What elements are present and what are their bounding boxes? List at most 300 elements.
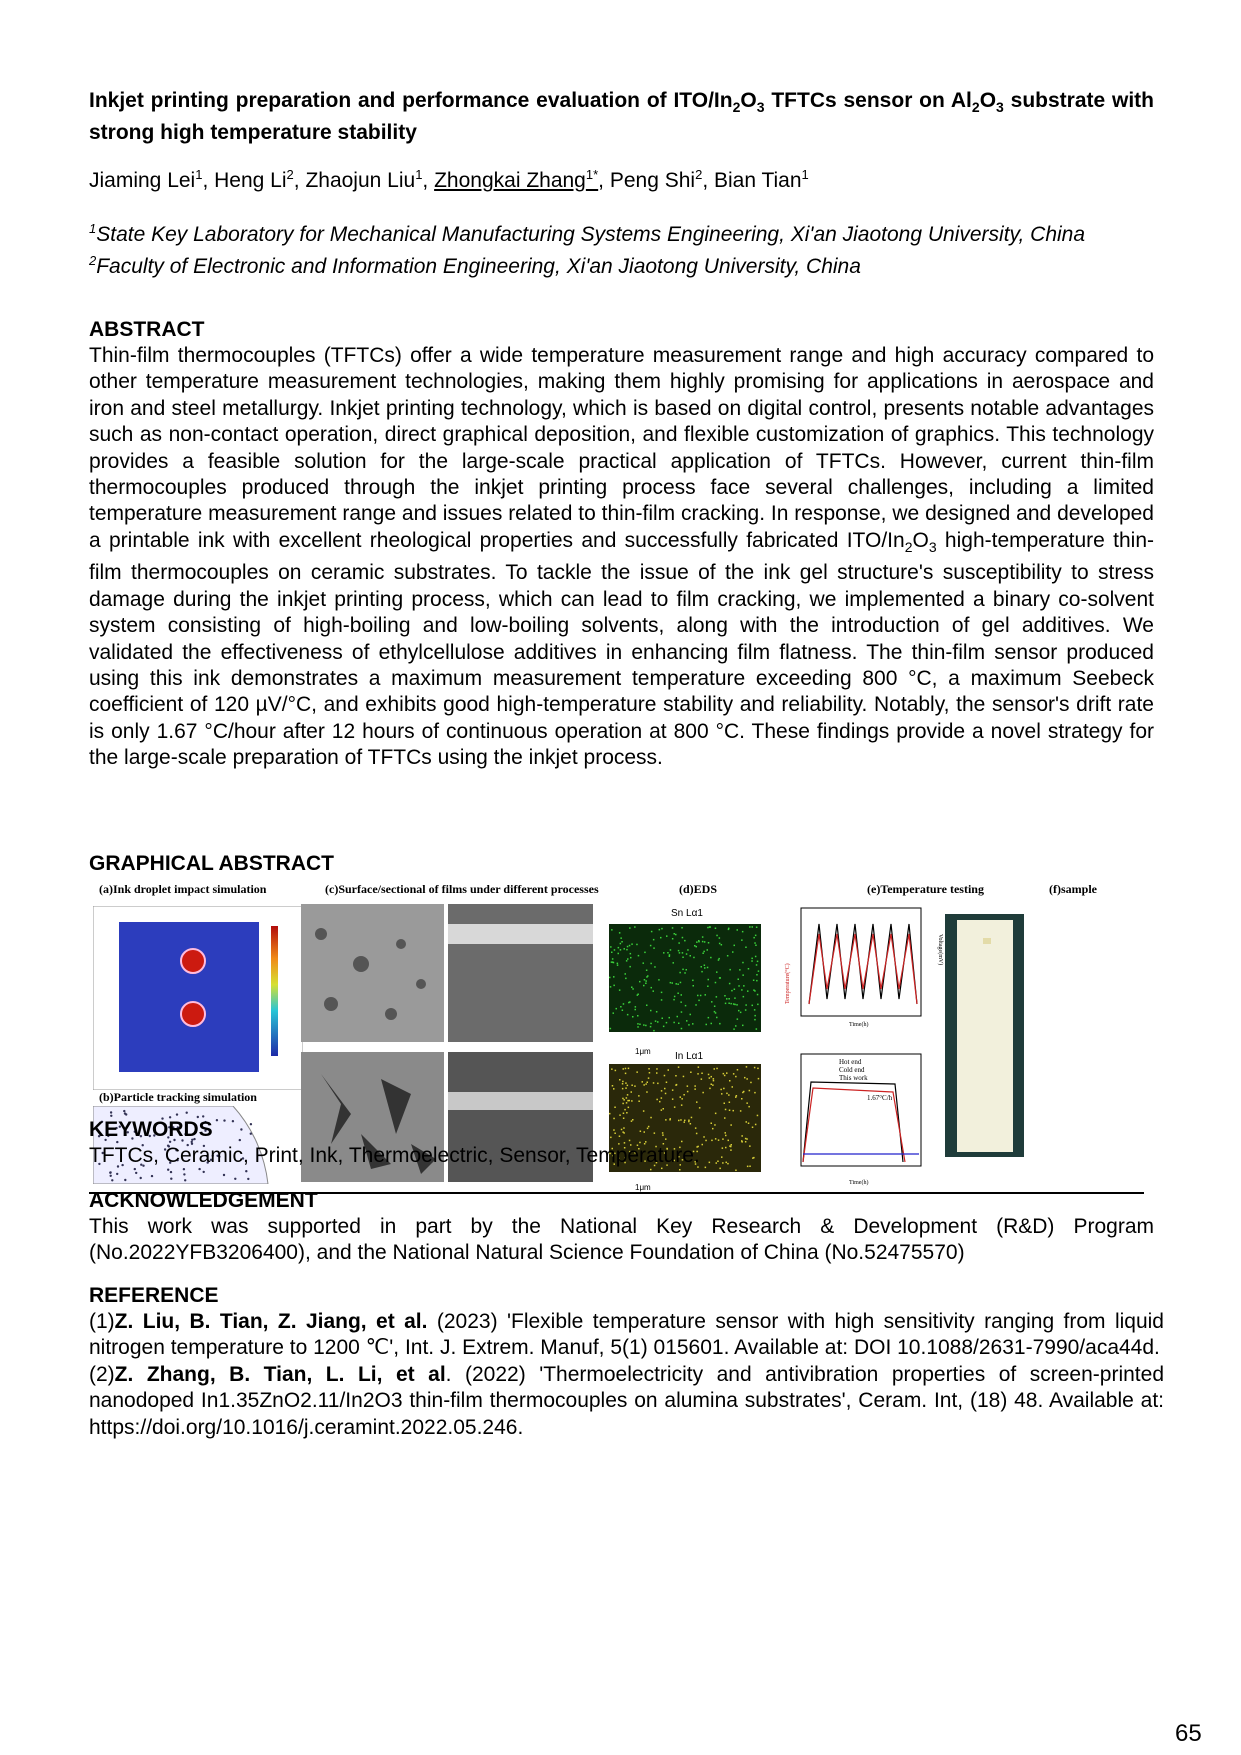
sem-surface-1: [301, 904, 444, 1042]
eds-sn-speckle: [614, 949, 616, 951]
eds-in-speckle: [735, 1170, 737, 1172]
eds-sn-speckle: [661, 999, 663, 1001]
eds-sn-speckle: [756, 927, 758, 929]
eds-in-speckle: [737, 1069, 739, 1071]
eds-sn-speckle: [672, 927, 674, 929]
particle-dot: [123, 1110, 125, 1112]
eds-sn-speckle: [629, 945, 631, 947]
eds-sn-speckle: [612, 958, 614, 960]
eds-sn-speckle: [635, 1006, 637, 1008]
eds-in-speckle: [690, 1072, 692, 1074]
eds-sn-speckle: [656, 1011, 658, 1013]
eds-sn-speckle: [718, 958, 720, 960]
eds-sn-speckle: [704, 967, 706, 969]
eds-sn-speckle: [662, 1018, 664, 1020]
eds-sn-speckle: [733, 1003, 735, 1005]
eds-in-speckle: [647, 1082, 649, 1084]
eds-sn-speckle: [660, 937, 662, 939]
eds-in-speckle: [661, 1109, 663, 1111]
eds-in-speckle: [643, 1084, 645, 1086]
eds-sn-speckle: [627, 1014, 629, 1016]
eds-sn-speckle: [728, 998, 730, 1000]
eds-sn-speckle: [708, 942, 710, 944]
eds-in-speckle: [674, 1106, 676, 1108]
eds-sn-speckle: [619, 989, 621, 991]
eds-in-speckle: [741, 1098, 743, 1100]
eds-in-speckle: [653, 1082, 655, 1084]
eds-sn-speckle: [630, 953, 632, 955]
eds-sn-speckle: [653, 1030, 655, 1032]
eds-sn-speckle: [620, 949, 622, 951]
eds-sn-speckle: [616, 1008, 618, 1010]
eds-in-speckle: [627, 1094, 629, 1096]
eds-in-speckle: [649, 1072, 651, 1074]
eds-in-speckle: [683, 1094, 685, 1096]
eds-sn-speckle: [690, 1014, 692, 1016]
eds-in-speckle: [720, 1089, 722, 1091]
eds-in-speckle: [721, 1093, 723, 1095]
y-axis-label-temp: Temperature(°C): [785, 963, 791, 1004]
eds-in-speckle: [622, 1081, 624, 1083]
eds-sn-speckle: [739, 969, 741, 971]
panel-b-label: (b)Particle tracking simulation: [99, 1090, 257, 1104]
eds-sn-speckle: [677, 1016, 679, 1018]
eds-sn-speckle: [755, 945, 757, 947]
particle-dot: [186, 1112, 188, 1114]
eds-sn-speckle: [610, 1028, 612, 1030]
eds-sn-speckle: [686, 969, 688, 971]
eds-sn-speckle: [729, 983, 731, 985]
scale-bar-2: 1μm: [635, 1183, 651, 1192]
eds-in-speckle: [619, 1114, 621, 1116]
eds-sn-speckle: [627, 958, 629, 960]
eds-sn-speckle: [653, 947, 655, 949]
eds-in-speckle: [732, 1086, 734, 1088]
eds-sn-speckle: [653, 939, 655, 941]
eds-sn-speckle: [658, 979, 660, 981]
eds-sn-speckle: [693, 985, 695, 987]
eds-sn-speckle: [669, 954, 671, 956]
eds-sn-speckle: [670, 982, 672, 984]
eds-in-speckle: [619, 1079, 621, 1081]
eds-in-speckle: [701, 1078, 703, 1080]
abstract-section: [89, 317, 1154, 772]
eds-sn-speckle: [736, 1004, 738, 1006]
abstract-heading: ABSTRACT: [89, 318, 205, 341]
eds-in-speckle: [729, 1102, 731, 1104]
eds-sn-speckle: [611, 929, 613, 931]
eds-sn-speckle: [610, 946, 612, 948]
eds-in-speckle: [626, 1112, 628, 1114]
eds-sn-speckle: [718, 959, 720, 961]
eds-sn-speckle: [725, 1003, 727, 1005]
eds-sn-speckle: [754, 942, 756, 944]
abstract-text: Thin-film thermocouples (TFTCs) offer a wide temperature measurement range and high accuracy compared to other temperature measurement technologies, making them highly promising for applications in aerospace and iron and steel metallurgy. Inkjet printing technology, which is based on digital control, presents notable advantages such as non-contact operation, direct graphical deposition, and flexible customization of graphics. This technology provides a feasible solution for the large-scale practical application of TFTCs. However, current thin-film thermocouples produced through the inkjet printing process face several challenges, including a limited temperature measurement range and issues related to thin-film cracking. In response, we designed and developed a printable ink with excellent rheological properties and successfully fabricated ITO/$In_2O_3$ high-temperature thin-film thermocouples on ceramic substrates. To tackle the issue of the ink gel structure's susceptibility to stress damage during the inkjet printing process, which can lead to film cracking, we implemented a binary co-solvent system consisting of high-boiling and low-boiling solvents, along with the introduction of gel additives. We validated the effectiveness of ethylcellulose additives in enhancing film flatness. The thin-film sensor produced using this ink demonstrates a maximum measurement temperature exceeding 800 °C, a maximum Seebeck coefficient of 120 µV/°C, and exhibits good high-temperature stability and reliability. Notably, the sensor's drift rate is only 1.67 °C/hour after 12 hours of continuous operation at 800 °C. These findings provide a novel strategy for the large-scale preparation of TFTCs using the inkjet process.: [89, 344, 1154, 770]
eds-sn-speckle: [674, 933, 676, 935]
eds-sn-speckle: [715, 1012, 717, 1014]
eds-sn-speckle: [617, 963, 619, 965]
eds-in-speckle: [615, 1070, 617, 1072]
eds-in-speckle: [723, 1073, 725, 1075]
particle-dot: [124, 1112, 126, 1114]
eds-sn-speckle: [650, 1023, 652, 1024]
eds-sn-speckle: [727, 955, 729, 957]
particle-dot: [111, 1179, 113, 1181]
eds-sn-speckle: [745, 947, 747, 949]
eds-sn-speckle: [629, 927, 631, 929]
eds-sn-speckle: [625, 978, 627, 980]
eds-in-speckle: [728, 1094, 730, 1096]
eds-in-speckle: [697, 1073, 699, 1075]
eds-in-speckle: [746, 1078, 748, 1080]
eds-sn-speckle: [651, 987, 653, 989]
x-axis-label-bottom: Time(h): [849, 1180, 869, 1186]
particle-dot: [110, 1175, 112, 1177]
eds-sn-speckle: [654, 966, 656, 968]
eds-in-speckle: [611, 1068, 613, 1070]
eds-sn-speckle: [740, 1012, 742, 1014]
eds-sn-speckle: [721, 944, 723, 946]
eds-sn-speckle: [643, 1024, 645, 1026]
eds-sn-speckle: [728, 928, 730, 930]
eds-sn-speckle: [655, 1020, 657, 1022]
eds-in-speckle: [715, 1113, 717, 1115]
eds-in-speckle: [758, 1078, 760, 1080]
eds-sn-speckle: [680, 982, 682, 984]
eds-sn-speckle: [675, 934, 677, 936]
eds-sn-speckle: [703, 951, 705, 953]
eds-in-speckle: [628, 1107, 630, 1109]
author: Jiaming Lei: [89, 169, 196, 193]
eds-sn-speckle: [679, 972, 681, 974]
eds-sn-speckle: [734, 1004, 736, 1006]
eds-sn-speckle: [686, 1020, 688, 1022]
eds-in-speckle: [742, 1092, 744, 1094]
eds-in-speckle: [634, 1085, 636, 1087]
eds-sn-speckle: [679, 952, 681, 954]
eds-in-speckle: [713, 1078, 715, 1080]
eds-sn-speckle: [757, 994, 759, 996]
eds-in-speckle: [648, 1068, 650, 1070]
eds-sn-speckle: [618, 953, 620, 955]
eds-sn-speckle: [645, 983, 647, 985]
eds-sn-speckle: [688, 1024, 690, 1026]
eds-sn-speckle: [682, 957, 684, 959]
eds-in-speckle: [675, 1084, 677, 1086]
eds-sn-speckle: [634, 926, 636, 928]
eds-sn-speckle: [627, 946, 629, 948]
eds-sn-speckle: [650, 945, 652, 947]
eds-sn-speckle: [738, 1010, 740, 1012]
eds-sn-speckle: [743, 996, 745, 998]
eds-in-speckle: [733, 1110, 735, 1112]
paper-header: [89, 88, 1154, 280]
eds-in-speckle: [709, 1088, 711, 1090]
eds-sn-speckle: [685, 1005, 687, 1007]
eds-in-speckle: [746, 1066, 748, 1068]
eds-sn-speckle: [684, 940, 686, 942]
eds-in-speckle: [643, 1110, 645, 1112]
reference-item: (1)Z. Liu, B. Tian, Z. Jiang, et al. (2023) 'Flexible temperature sensor with high sensitivity ranging from liquid nitrogen temperature to 1200 ℃', Int. J. Extrem. Manuf, 5(1) 015601. Available at: DOI 10.1088/2631-7990/aca44d.: [89, 1310, 1164, 1360]
eds-sn-speckle: [749, 926, 751, 928]
eds-sn-speckle: [700, 995, 702, 997]
eds-in-speckle: [672, 1098, 674, 1100]
eds-sn-speckle: [731, 990, 733, 992]
eds-in-label: In Lα1: [675, 1051, 704, 1062]
eds-sn-speckle: [742, 962, 744, 964]
eds-in-speckle: [699, 1107, 701, 1109]
particle-dot: [116, 1173, 118, 1175]
eds-sn-speckle: [720, 977, 722, 979]
eds-sn-speckle: [755, 956, 757, 958]
eds-sn-speckle: [663, 952, 665, 954]
acknowledgement-section: [89, 1188, 1154, 1267]
eds-sn-speckle: [663, 1026, 665, 1028]
drift-label: 1.67°C/h: [867, 1094, 893, 1102]
eds-sn-speckle: [620, 943, 622, 945]
eds-in-speckle: [645, 1083, 647, 1085]
eds-sn-speckle: [695, 1004, 697, 1006]
particle-dot: [151, 1175, 153, 1177]
eds-in-speckle: [681, 1104, 683, 1106]
eds-in-speckle: [740, 1110, 742, 1112]
particle-dot: [124, 1179, 126, 1181]
eds-sn-speckle: [661, 928, 663, 930]
eds-sn-speckle: [635, 1009, 637, 1011]
eds-sn-speckle: [618, 947, 620, 949]
graphical-abstract-heading-wrap: [89, 851, 1154, 877]
eds-sn-speckle: [751, 958, 753, 960]
eds-sn-speckle: [707, 967, 709, 969]
eds-in-speckle: [744, 1077, 746, 1079]
eds-sn-speckle: [755, 935, 757, 937]
eds-in-speckle: [625, 1087, 627, 1089]
particle-dot: [184, 1179, 186, 1181]
eds-in-speckle: [687, 1091, 689, 1093]
eds-sn-speckle: [754, 1009, 756, 1011]
eds-sn-speckle: [674, 996, 676, 998]
eds-sn-speckle: [678, 1023, 680, 1025]
eds-in-speckle: [624, 1109, 626, 1111]
droplet-upper: [181, 949, 205, 973]
eds-in-speckle: [754, 1067, 756, 1069]
panel-c-label: (c)Surface/sectional of films under different processes: [325, 882, 599, 896]
eds-sn-speckle: [682, 969, 684, 971]
eds-sn-speckle: [710, 957, 712, 959]
eds-in-speckle: [636, 1071, 638, 1073]
eds-in-speckle: [746, 1102, 748, 1104]
eds-sn-speckle: [681, 1011, 683, 1013]
eds-sn-speckle: [738, 985, 740, 987]
eds-in-speckle: [661, 1090, 663, 1092]
eds-sn-speckle: [657, 1021, 659, 1023]
eds-sn-speckle: [737, 1018, 739, 1020]
eds-in-speckle: [750, 1082, 752, 1084]
eds-sn-speckle: [757, 961, 759, 963]
eds-sn-speckle: [629, 1001, 631, 1003]
particle-dot: [176, 1113, 178, 1115]
eds-sn-speckle: [624, 948, 626, 950]
eds-in-speckle: [642, 1081, 644, 1083]
author-list: Jiaming Lei$^1$, Heng Li$^2$, Zhaojun Liu$^1$, Zhongkai Zhang$^{1*}$, Peng Shi$^2$, Bian Tian$^1$: [89, 167, 809, 193]
eds-sn-speckle: [650, 1026, 652, 1028]
eds-in-speckle: [681, 1098, 683, 1100]
eds-in-speckle: [678, 1066, 680, 1068]
eds-sn-speckle: [698, 1000, 700, 1002]
eds-sn-speckle: [701, 971, 703, 973]
affiliation: $^2$Faculty of Electronic and Information Engineering, Xi'an Jiaotong University, China: [89, 253, 861, 279]
eds-sn-speckle: [756, 964, 758, 966]
eds-sn-speckle: [682, 952, 684, 954]
eds-sn-speckle: [748, 968, 750, 970]
eds-sn-speckle: [694, 945, 696, 947]
eds-in-speckle: [664, 1088, 666, 1090]
eds-sn-speckle: [621, 941, 623, 943]
eds-sn-speckle: [693, 957, 695, 959]
author-corresponding: Zhongkai Zhang$^{1*}$: [434, 167, 599, 193]
eds-sn-speckle: [638, 955, 640, 957]
eds-sn-speckle: [643, 962, 645, 964]
eds-sn-speckle: [631, 987, 633, 989]
eds-in-speckle: [714, 1068, 716, 1070]
particle-dot: [140, 1177, 142, 1179]
eds-sn-speckle: [714, 1006, 716, 1008]
eds-sn-speckle: [620, 937, 622, 939]
eds-sn-speckle: [753, 980, 755, 982]
affiliations: [89, 216, 1154, 280]
eds-in-speckle: [638, 1095, 640, 1097]
eds-sn-speckle: [611, 952, 613, 954]
eds-sn-speckle: [704, 941, 706, 943]
eds-sn-speckle: [728, 1003, 730, 1005]
eds-sn-speckle: [711, 1023, 713, 1024]
eds-sn-speckle: [742, 931, 744, 933]
reference-item: (2)Z. Zhang, B. Tian, L. Li, et al. (2022) 'Thermoelectricity and antivibration properties of screen-printed nanodoped In1.35ZnO2.11/In2O3 thin-film thermocouples on alumina substrates', Ceram. Int, (18) 48. Available at: https://doi.org/10.1016/j.ceramint.2022.05.246.: [89, 1362, 1164, 1439]
eds-sn-speckle: [734, 945, 736, 947]
particle-dot: [247, 1178, 249, 1180]
particle-dot: [234, 1178, 236, 1180]
eds-sn-speckle: [676, 983, 678, 985]
eds-sn-speckle: [729, 969, 731, 971]
eds-sn-speckle: [709, 926, 711, 928]
panel-e-label: (e)Temperature testing: [867, 882, 984, 896]
eds-in-speckle: [668, 1069, 670, 1071]
eds-sn-speckle: [742, 974, 744, 976]
eds-sn-speckle: [666, 1022, 668, 1024]
eds-sn-speckle: [692, 1023, 694, 1025]
eds-in-speckle: [711, 1076, 713, 1078]
eds-sn-speckle: [716, 1017, 718, 1019]
eds-sn-speckle: [681, 994, 683, 996]
references-section: [89, 1283, 1164, 1441]
eds-in-speckle: [701, 1073, 703, 1075]
eds-in-speckle: [757, 1115, 759, 1117]
eds-sn-speckle: [650, 963, 652, 965]
eds-sn-speckle: [707, 986, 709, 988]
eds-sn-speckle: [737, 929, 739, 931]
eds-sn-speckle: [620, 1006, 622, 1008]
eds-in-speckle: [748, 1106, 750, 1108]
eds-sn-speckle: [632, 1016, 634, 1018]
eds-sn-speckle: [716, 935, 718, 937]
acknowledgement-text: This work was supported in part by the National Key Research & Development (R&D) Program (No.2022YFB3206400), and the National Natural Science Foundation of China (No.52475570): [89, 1215, 1154, 1265]
eds-in-speckle: [625, 1073, 627, 1075]
acknowledgement-heading: ACKNOWLEDGEMENT: [89, 1189, 318, 1212]
eds-in-speckle: [646, 1091, 648, 1093]
author: Zhaojun Liu: [305, 169, 416, 193]
eds-sn-speckle: [742, 1025, 744, 1027]
eds-sn-speckle: [756, 980, 758, 982]
eds-sn-speckle: [734, 989, 736, 991]
author: Bian Tian: [713, 169, 802, 193]
eds-sn-speckle: [672, 938, 674, 940]
eds-sn-speckle: [707, 927, 709, 929]
eds-sn-speckle: [682, 937, 684, 939]
eds-sn-speckle: [639, 981, 641, 983]
legend-this: This work: [839, 1074, 868, 1082]
eds-sn-speckle: [734, 997, 736, 999]
affiliation: $^1$State Key Laboratory for Mechanical Manufacturing Systems Engineering, Xi'an Jiaotong University, China: [89, 221, 1086, 247]
eds-sn-speckle: [730, 1003, 732, 1005]
eds-sn-speckle: [637, 994, 639, 996]
eds-sn-speckle: [738, 979, 740, 981]
eds-in-speckle: [661, 1097, 663, 1099]
eds-sn-speckle: [741, 989, 743, 991]
eds-in-speckle: [754, 1092, 756, 1094]
eds-in-speckle: [664, 1075, 666, 1077]
eds-sn-speckle: [651, 931, 653, 933]
eds-in-speckle: [623, 1099, 625, 1101]
eds-in-speckle: [712, 1084, 714, 1086]
eds-sn-speckle: [745, 1009, 747, 1011]
eds-in-speckle: [631, 1091, 633, 1093]
eds-in-speckle: [698, 1066, 700, 1068]
eds-in-speckle: [675, 1075, 677, 1077]
eds-in-speckle: [694, 1088, 696, 1090]
references-heading: REFERENCE: [89, 1284, 219, 1307]
simulation-domain: [119, 922, 259, 1072]
eds-in-speckle: [723, 1088, 725, 1090]
eds-sn-speckle: [702, 953, 704, 955]
eds-in-speckle: [709, 1077, 711, 1079]
eds-sn-speckle: [669, 1017, 671, 1019]
eds-sn-speckle: [661, 992, 663, 994]
eds-in-speckle: [708, 1074, 710, 1076]
eds-sn-speckle: [644, 952, 646, 954]
eds-in-speckle: [622, 1083, 624, 1085]
eds-in-speckle: [627, 1085, 629, 1087]
eds-sn-speckle: [715, 982, 717, 984]
eds-in-speckle: [623, 1113, 625, 1115]
eds-sn-speckle: [673, 1022, 675, 1024]
particle-dot: [183, 1173, 185, 1175]
eds-in-speckle: [625, 1068, 627, 1070]
eds-sn-speckle: [645, 980, 647, 982]
eds-in-speckle: [648, 1077, 650, 1079]
eds-sn-speckle: [754, 1015, 756, 1017]
eds-sn-speckle: [754, 1019, 756, 1021]
eds-sn-speckle: [751, 960, 753, 962]
eds-in-speckle: [724, 1075, 726, 1077]
eds-sn-speckle: [752, 926, 754, 928]
eds-in-speckle: [702, 1092, 704, 1094]
eds-in-speckle: [749, 1090, 751, 1092]
colorbar: [271, 926, 278, 1056]
eds-in-speckle: [625, 1082, 627, 1084]
eds-sn-speckle: [617, 964, 619, 966]
eds-in-speckle: [735, 1096, 737, 1098]
eds-sn-speckle: [681, 927, 683, 929]
